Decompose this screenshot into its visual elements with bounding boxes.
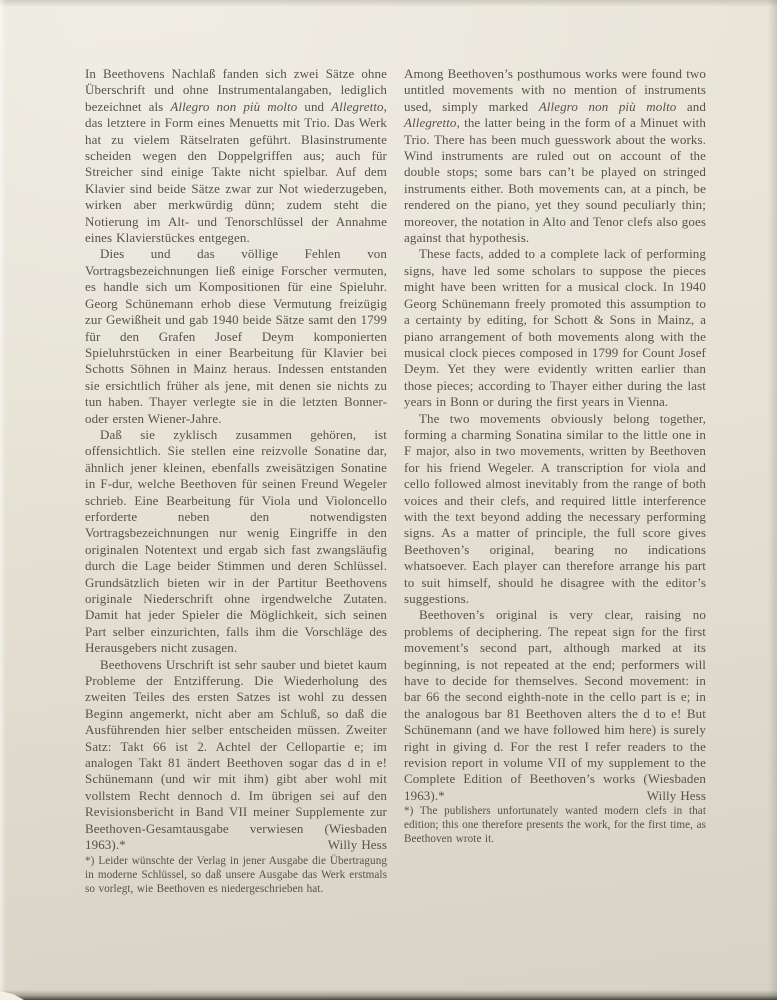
paragraph [85, 246, 387, 426]
author-signature-german: Willy Hess [327, 837, 387, 853]
text-run: The two movements obviously belong together, forming a charming Sonatina similar to the little one in F major, also in two movements, written by Beethoven for his friend Wegeler. A transcription for viola and cello followed almost inevitably from the range of both voices and their clefs, and required little interference with the text beyond adding the necessary performing signs. As a matter of principle, the full score gives Beethoven’s original, bearing no indications whatsoever. Each player can therefore arrange his part to suit himself, should he disagree with the editor’s suggestions. [404, 410, 706, 606]
italic-term: Allegro non più molto [170, 98, 298, 114]
page-left-edge-highlight [0, 0, 6, 1000]
paragraph [404, 607, 706, 804]
paragraph [404, 66, 706, 246]
page-bottom-shadow [0, 990, 777, 1000]
text-run: Dies und das völlige Fehlen von Vortragsbezeichnungen ließ einige Forscher vermuten, es handle sich um Kompositionen für eine Spieluhr. Georg Schünemann erhob diese Vermutung freizügig zur Gewißheit und gab 1940 beide Sätze samt den 1799 für den Grafen Josef Deym komponierten Spieluhrstücken in einer Bearbeitung für Klavier bei Schotts Söhnen in Mainz heraus. Indessen entstanden sie ersichtlich früher als jene, mit denen sie nichts zu tun haben. Thayer verlegte sie in die letzten Bonner- oder ersten Wiener-Jahre. [85, 246, 387, 426]
page-top-shadow [0, 0, 777, 7]
paragraph [85, 657, 387, 854]
paragraph [85, 66, 387, 246]
text-run: Among Beethoven’s posthumous works were found two untitled movements with no mention of instruments used, simply marked [404, 66, 706, 114]
italic-term: Allegretto [331, 98, 384, 114]
column-english [404, 66, 706, 896]
text-run: Beethovens Urschrift ist sehr sauber und bietet kaum Probleme der Entzifferung. Die Wiederholung des zweiten Teiles des ersten Satzes ist wohl zu dessen Beginn angemerkt, nicht aber am Schluß, so daß die Ausführenden hier selber entscheiden müssen. Zweiter Satz: Takt 66 ist 2. Achtel der Cellopartie e; im analogen Takt 81 ändert Beethoven sogar das d in e! Schünemann (und wir mit ihm) gibt aber wohl mit vollstem Recht dennoch d. Im übrigen sei auf den Revisionsbericht in Band VII meiner Supplemente zur Beethoven-Gesamtausgabe verwiesen (Wiesbaden 1963).* [85, 656, 387, 853]
text-run: , the latter being in the form of a Minuet with Trio. There has been much guesswork about the works. Wind instruments are ruled out on account of the double stops; some bars can’t be played on stringed instruments either. Both movements can, at a pinch, be rendered on the piano, yet they sound peculiarly thin; moreover, the notation in Alto and Tenor clefs also goes against that hypothesis. [404, 115, 706, 246]
page-right-shadow [768, 0, 777, 1000]
paragraph [404, 246, 706, 410]
german-body-text [85, 66, 387, 854]
column-german [85, 66, 387, 896]
text-run: and [676, 98, 706, 114]
text-run: , das letztere in Form eines Menuetts mit Trio. Das Werk hat zu vielem Rätselraten geführt. Blasinstrumente scheiden wegen den Doppelgriffen aus; auch für Streicher sind einige Takte nicht spielbar. Auf dem Klavier sind beide Sätze zwar zur Not wiederzugeben, wirken aber merkwürdig dünn; zudem steht die Notierung im Alt- und Tenorschlüssel der Annahme eines Klavierstückes entgegen. [85, 98, 388, 246]
italic-term: Allegretto [404, 115, 457, 131]
footnote-english: *) The publishers unfortunately wanted modern clefs in that edition; this one therefore presents the work, for the first time, as Beethoven wrote it. [404, 805, 706, 846]
paragraph [404, 411, 706, 608]
paragraph [85, 427, 387, 657]
footnote-german: *) Leider wünschte der Verlag in jener Ausgabe die Übertragung in moderne Schlüssel, so daß unsere Ausgabe das Werk erstmals so vorlegt, wie Beethoven es niedergeschrieben hat. [85, 854, 387, 895]
two-column-text [85, 66, 706, 896]
text-run: These facts, added to a complete lack of performing signs, have led some scholars to suppose the pieces might have been written for a musical clock. In 1940 Georg Schünemann freely promoted this assumption to a certainty by editing, for Schott & Sons in Mainz, a piano arrangement of both movements along with the musical clock pieces composed in 1799 for Count Josef Deym. Yet they were evidently written earlier than those pieces; according to Thayer either during the last years in Bonn or during the first years in Vienna. [404, 246, 706, 410]
english-body-text [404, 66, 706, 804]
italic-term: Allegro non più molto [538, 98, 677, 114]
text-run: In Beethovens Nachlaß fanden sich zwei Sätze ohne Überschrift und ohne Instrumentalangaben, lediglich bezeichnet als [85, 66, 387, 114]
author-signature-english: Willy Hess [646, 787, 706, 803]
text-run: Beethoven’s original is very clear, raising no problems of deciphering. The repeat sign for the first movement’s second part, although marked at its beginning, is not repeated at the end; performers will have to decide for themselves. Second movement: in bar 66 the second eighth-note in the cello part is e; in the analogous bar 81 Beethoven alters the d to e! But Schünemann (and we have followed him here) is surely right in giving d. For the rest I refer readers to the revision report in volume VII of my supplement to the Complete Edition of Beethoven’s works (Wiesbaden 1963).* [404, 607, 706, 803]
text-run: und [297, 98, 332, 114]
text-run: Daß sie zyklisch zusammen gehören, ist offensichtlich. Sie stellen eine reizvolle Sonatine dar, ähnlich jener kleinen, ebenfalls zweisätzigen Sonatine in F-dur, welche Beethoven für seinen Freund Wegeler schrieb. Eine Bearbeitung für Viola und Violoncello erforderte neben den notwendigsten Vortragsbezeichnungen nur wenig Eingriffe in den originalen Notentext und ergab sich fast zwangsläufig durch die Lage beider Stimmen und deren Schlüssel. Grundsätzlich bieten wir in der Partitur Beethovens originale Niederschrift ohne irgendwelche Zutaten. Damit hat jeder Spieler die Möglichkeit, sich seinen Part selber einzurichten, falls ihm die Vorschläge des Herausgebers nicht zusagen. [85, 426, 387, 656]
